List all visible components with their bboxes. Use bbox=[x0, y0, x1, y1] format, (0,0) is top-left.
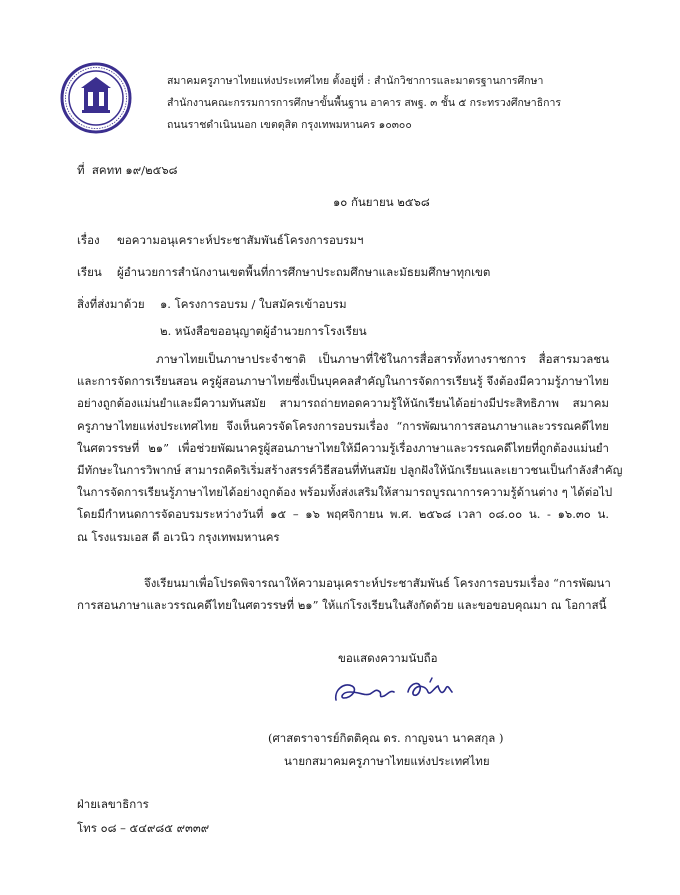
enclosure-item-2: ๒. หนังสือขออนุญาตผู้อำนวยการโรงเรียน bbox=[160, 324, 367, 338]
association-logo bbox=[60, 62, 132, 134]
enclosure-item-1: ๑. โครงการอบรม / ใบสมัครเข้าอบรม bbox=[160, 297, 347, 311]
enclosures-label: สิ่งที่ส่งมาด้วย bbox=[77, 297, 145, 311]
reference bbox=[77, 162, 178, 180]
recipient-text: ผู้อำนวยการสำนักงานเขตพื้นที่การศึกษาประถมศึกษาและมัธยมศึกษาทุกเขต bbox=[117, 265, 491, 279]
letterhead-line-2: สำนักงานคณะกรรมการการศึกษาขั้นพื้นฐาน อาคาร สพฐ. ๓ ชั้น ๕ กระทรวงศึกษาธิการ bbox=[167, 97, 561, 109]
body-line: อย่างถูกต้องแม่นยำและมีความทันสมัย สามารถถ่ายทอดความรู้ให้นักเรียนได้อย่างมีประสิทธิภาพ สมาคม bbox=[77, 396, 609, 411]
recipient-label: เรียน bbox=[77, 265, 102, 279]
body-line: ณ โรงแรมเอส ดี อเวนิว กรุงเทพมหานคร bbox=[77, 529, 280, 544]
letter-date: ๑๐ กันยายน ๒๕๖๘ bbox=[333, 195, 430, 209]
signatory-name: (ศาสตราจารย์กิตติคุณ ดร. กาญจนา นาคสกุล ) bbox=[268, 731, 504, 745]
subject-text: ขอความอนุเคราะห์ประชาสัมพันธ์โครงการอบรมฯ bbox=[117, 233, 364, 247]
body-line: โดยมีกำหนดการจัดอบรมระหว่างวันที่ ๑๕ – ๑๖ พฤศจิกายน พ.ศ. ๒๕๖๘ เวลา ๐๘.๐๐ น. - ๑๖.๓๐ น. bbox=[77, 507, 609, 522]
footer-department: ฝ่ายเลขาธิการ bbox=[77, 797, 149, 811]
body-line: การสอนภาษาและวรรณคดีไทยในศตวรรษที่ ๒๑” ให้แก่โรงเรียนในสังกัดด้วย และขอขอบคุณมา ณ โอกาสนี้ bbox=[77, 598, 607, 613]
letterhead-line-3: ถนนราชดำเนินนอก เขตดุสิต กรุงเทพมหานคร ๑๐๓๐๐ bbox=[167, 119, 412, 131]
body-line: ในการจัดการเรียนรู้ภาษาไทยได้อย่างถูกต้อง พร้อมทั้งส่งเสริมให้สามารถบูรณาการความรู้ด้านต่าง ๆ ได้ต่อไป bbox=[77, 485, 613, 500]
reference-number: สคทท ๑๙/๒๕๖๘ bbox=[91, 163, 178, 177]
body-line: จึงเรียนมาเพื่อโปรดพิจารณาให้ความอนุเคราะห์ประชาสัมพันธ์ โครงการอบรมเรื่อง “การพัฒนา bbox=[144, 576, 611, 590]
body-line: และการจัดการเรียนสอน ครูผู้สอนภาษาไทยซึ่งเป็นบุคคลสำคัญในการจัดการเรียนรู้ จึงต้องมีความรู้ภาษาไทย bbox=[77, 374, 609, 389]
subject-label: เรื่อง bbox=[77, 233, 100, 247]
reference-label: ที่ bbox=[77, 163, 85, 177]
body-line: มีทักษะในการวิพากษ์ สามารถคิดริเริ่มสร้างสรรค์วิธีสอนที่ทันสมัย ปลูกฝังให้นักเรียนและเยาวชนเป็นกำลังสำคัญ bbox=[77, 462, 623, 477]
body-line: ในศตวรรษที่ ๒๑” เพื่อช่วยพัฒนาครูผู้สอนภาษาไทยให้มีความรู้เรื่องภาษาและวรรณคดีไทยที่ถูกต้องแม่นยำ bbox=[77, 440, 609, 455]
handwritten-signature bbox=[330, 670, 460, 712]
closing-salutation: ขอแสดงความนับถือ bbox=[338, 651, 438, 665]
footer-phone: โทร ๐๘ – ๕๔๙๘๕ ๙๓๓๙ bbox=[77, 821, 210, 835]
body-line: ครูภาษาไทยแห่งประเทศไทย จึงเห็นควรจัดโครงการอบรมเรื่อง “การพัฒนาการสอนภาษาและวรรณคดีไทย bbox=[77, 418, 609, 433]
letterhead-line-1: สมาคมครูภาษาไทยแห่งประเทศไทย ตั้งอยู่ที่ : สำนักวิชาการและมาตรฐานการศึกษา bbox=[167, 75, 544, 87]
body-paragraph-1 bbox=[77, 348, 623, 548]
body-line: ภาษาไทยเป็นภาษาประจำชาติ เป็นภาษาที่ใช้ในการสื่อสารทั้งทางราชการ สื่อสารมวลชน bbox=[156, 352, 609, 366]
body-paragraph-2 bbox=[77, 572, 609, 616]
signatory-position: นายกสมาคมครูภาษาไทยแห่งประเทศไทย bbox=[284, 754, 490, 768]
